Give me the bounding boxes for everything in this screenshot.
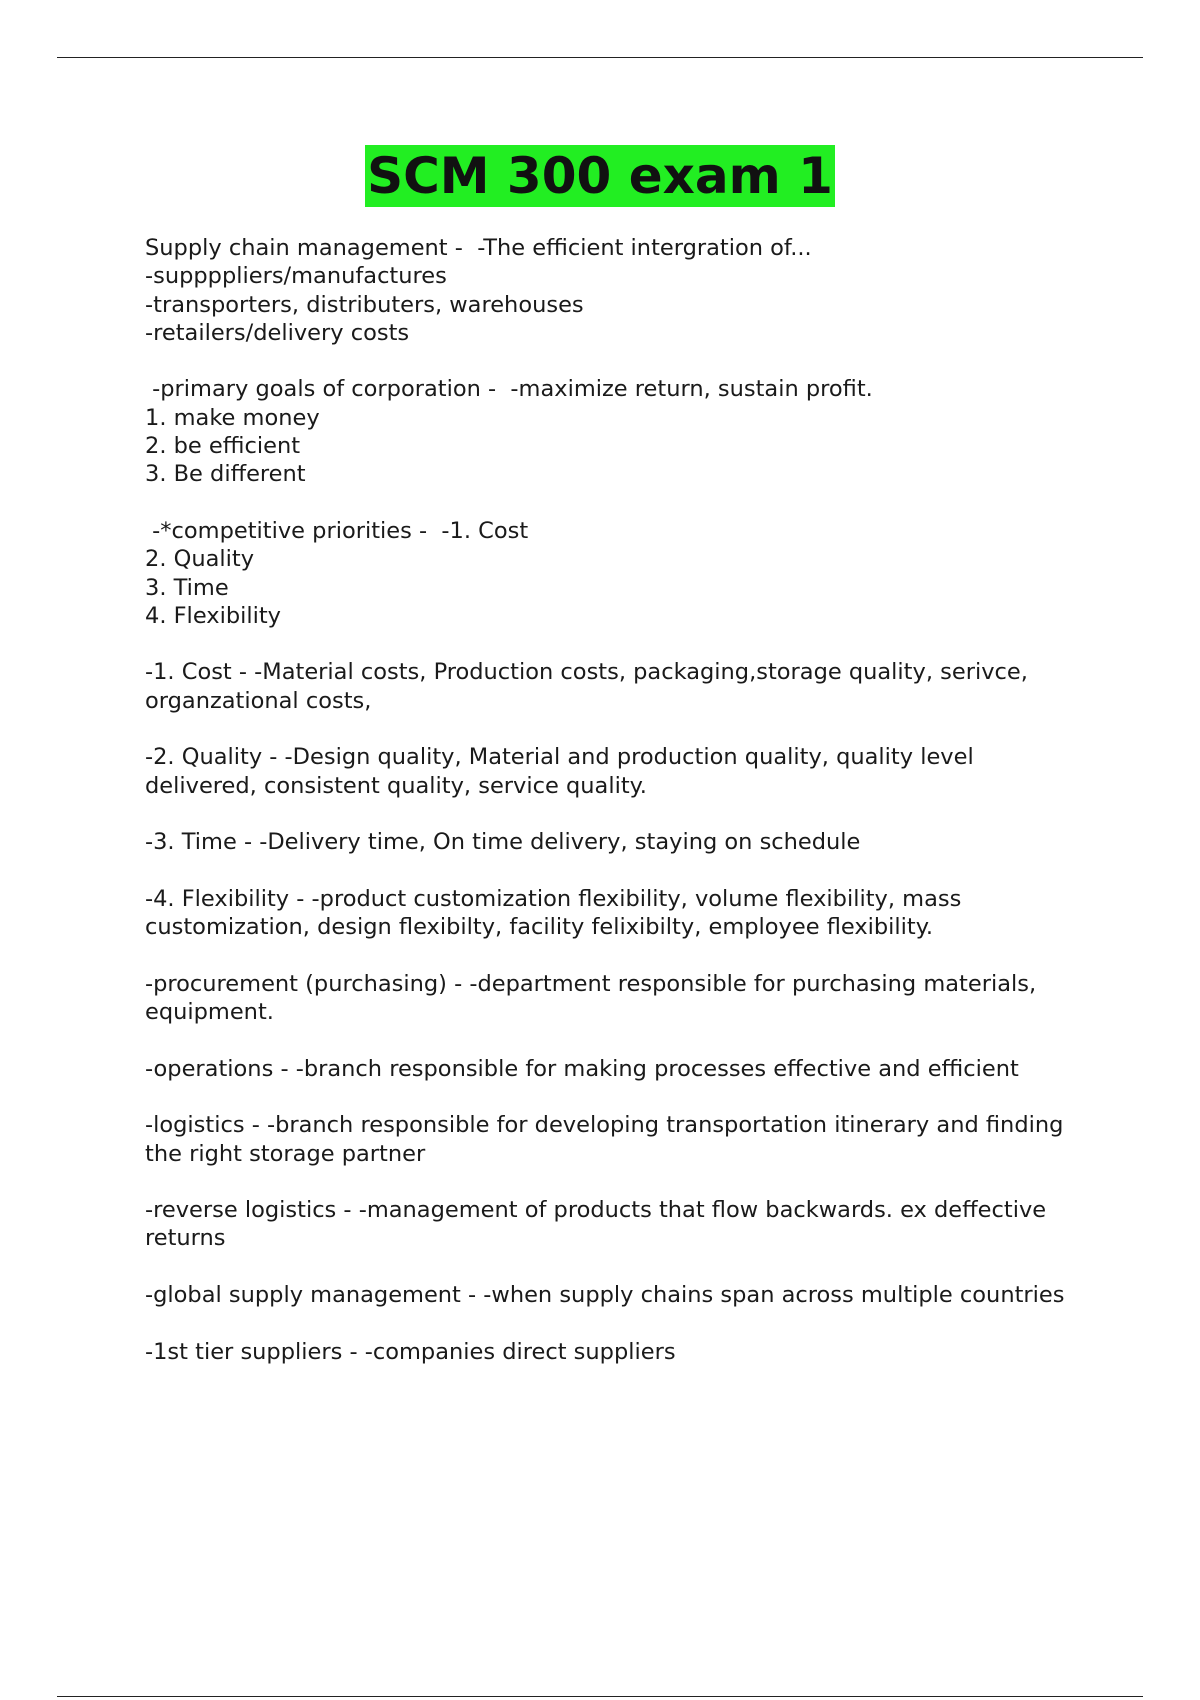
entry-line: 3. Time bbox=[145, 574, 229, 601]
entry-text: -logistics - -branch responsible for developing transportation itinerary and finding the right storage partner bbox=[145, 1112, 1064, 1167]
entry-time bbox=[145, 828, 1075, 856]
entry-line: -retailers/delivery costs bbox=[145, 319, 410, 346]
title-container bbox=[0, 145, 1200, 207]
entry-first-tier-suppliers bbox=[145, 1338, 1075, 1366]
entry-line: -transporters, distributers, warehouses bbox=[145, 291, 584, 318]
entry-cost bbox=[145, 658, 1075, 715]
entry-text: -4. Flexibility - -product customization flexibility, volume flexibility, mass customization, design flexibilty, facility felixibilty, employee flexibility. bbox=[145, 885, 962, 941]
entry-operations bbox=[145, 1055, 1075, 1083]
entry-text: -reverse logistics - -management of products that flow backwards. ex deffective returns bbox=[145, 1197, 1047, 1252]
entry-reverse-logistics bbox=[145, 1196, 1075, 1253]
flashcard-list bbox=[145, 234, 1075, 1394]
entry-logistics bbox=[145, 1111, 1075, 1168]
entry-procurement bbox=[145, 970, 1075, 1027]
entry-line: -*competitive priorities - -1. Cost bbox=[145, 517, 529, 544]
entry-text: -procurement (purchasing) - -department responsible for purchasing materials, equipment. bbox=[145, 970, 1037, 1026]
entry-line: 2. Quality bbox=[145, 546, 255, 573]
entry-flexibility bbox=[145, 885, 1075, 942]
entry-line: 3. Be different bbox=[145, 461, 306, 488]
entry-primary-goals bbox=[145, 375, 1075, 488]
entry-competitive-priorities bbox=[145, 517, 1075, 630]
entry-line: -primary goals of corporation - -maximize return, sustain profit. bbox=[145, 376, 873, 403]
entry-line: 2. be efficient bbox=[145, 433, 301, 460]
entry-text: -operations - -branch responsible for making processes effective and efficient bbox=[145, 1055, 1019, 1082]
entry-text: -1st tier suppliers - -companies direct suppliers bbox=[145, 1338, 676, 1365]
entry-text: -global supply management - -when supply chains span across multiple countries bbox=[145, 1281, 1065, 1308]
entry-line: 4. Flexibility bbox=[145, 602, 281, 629]
entry-line: 1. make money bbox=[145, 404, 320, 431]
page-title: SCM 300 exam 1 bbox=[367, 147, 833, 205]
entry-global-supply-management bbox=[145, 1281, 1075, 1309]
entry-line: Supply chain management - -The efficient intergration of... bbox=[145, 235, 812, 261]
entry-text: -3. Time - -Delivery time, On time delivery, staying on schedule bbox=[145, 829, 861, 856]
entry-supply-chain-management bbox=[145, 234, 1075, 347]
entry-text: -1. Cost - -Material costs, Production costs, packaging,storage quality, serivce, organzational costs, bbox=[145, 659, 1028, 714]
bottom-rule bbox=[57, 1696, 1143, 1697]
entry-line: -suppppliers/manufactures bbox=[145, 263, 447, 290]
top-rule bbox=[57, 57, 1143, 58]
entry-text: -2. Quality - -Design quality, Material and production quality, quality level delivered, consistent quality, service quality. bbox=[145, 744, 974, 799]
entry-quality bbox=[145, 743, 1075, 800]
